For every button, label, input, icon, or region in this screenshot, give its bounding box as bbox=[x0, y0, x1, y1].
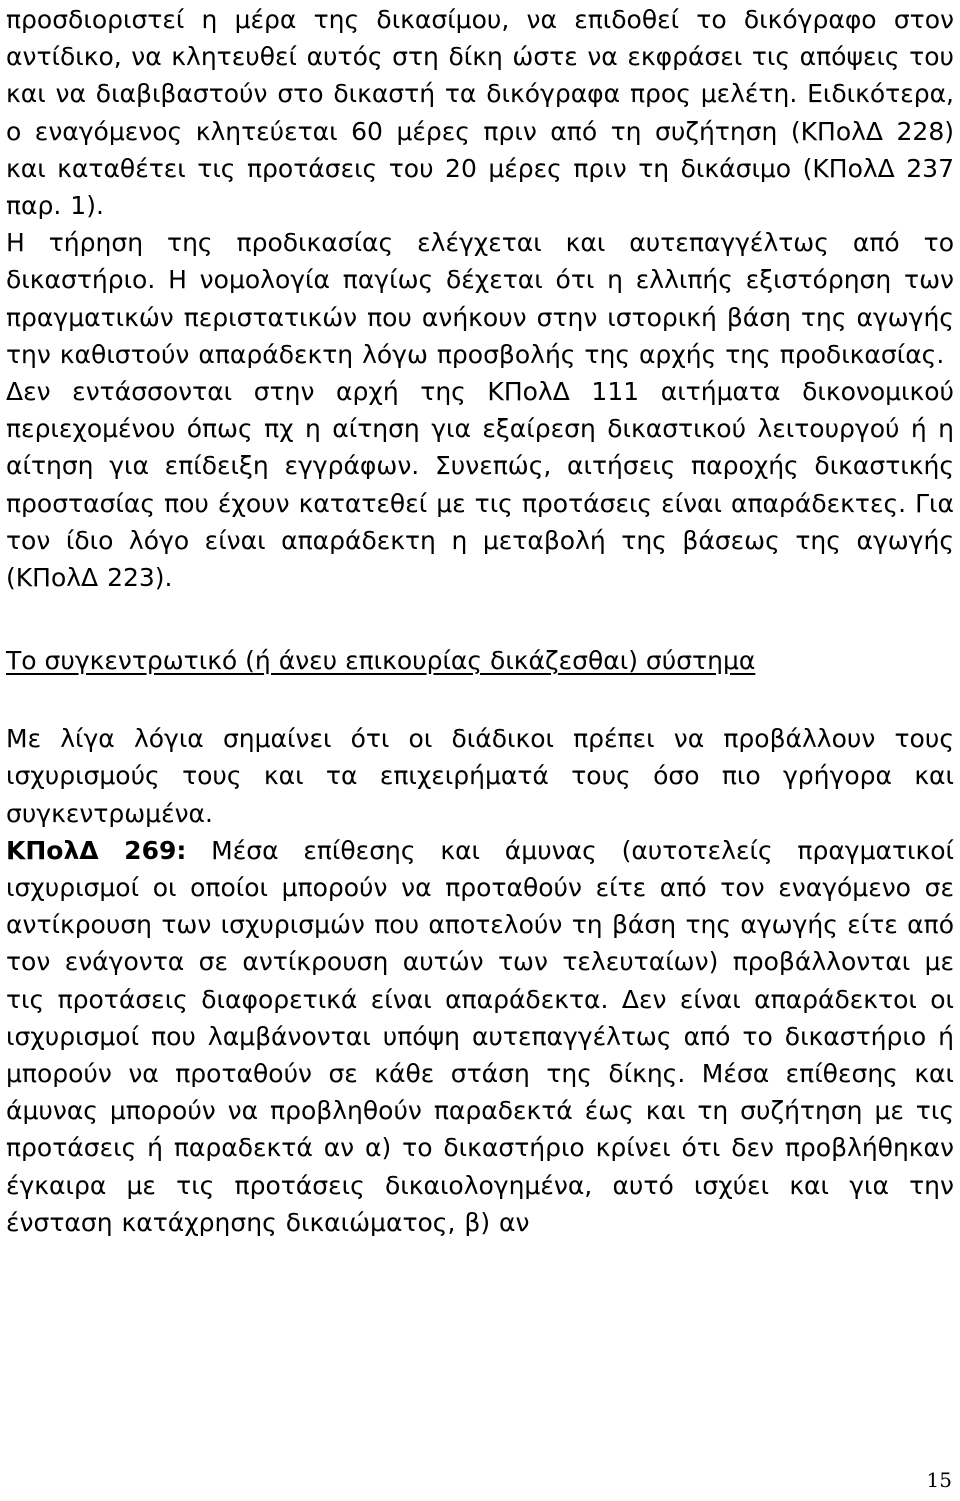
section-heading: Το συγκεντρωτικό (ή άνευ επικουρίας δικάζεσθαι) σύστημα bbox=[6, 646, 756, 676]
paragraph-prodikasia-control: Η τήρηση της προδικασίας ελέγχεται και αυτεπαγγέλτως από το δικαστήριο. Η νομολογία παγίως δέχεται ότι η ελλιπής εξιστόρηση των πραγματικών περιστατικών που ανήκουν στην ιστορική βάση της αγωγής την καθιστούν απαράδεκτη λόγω προσβολής της αρχής της προδικασίας. bbox=[6, 228, 954, 369]
article-label: ΚΠολΔ 269: bbox=[6, 835, 187, 865]
paragraph-definition: Με λίγα λόγια σημαίνει ότι οι διάδικοι πρέπει να προβάλλουν τους ισχυρισμούς τους και τα επιχειρήματά τους όσο πιο γρήγορα και συγκεντρωμένα. bbox=[6, 724, 954, 828]
paragraph-prodikasia-intro: προσδιοριστεί η μέρα της δικασίμου, να επιδοθεί το δικόγραφο στον αντίδικο, να κλητευθεί αυτός στη δίκη ώστε να εκφράσει τις απόψεις του και να διαβιβαστούν στο δικαστή τα δικόγραφα προς μελέτη. Ειδικότερα, ο εναγόμενος κλητεύεται 60 μέρες πριν από τη συζήτηση (ΚΠολΔ 228) και καταθέτει τις προτάσεις του 20 μέρες πριν τη δικάσιμο (ΚΠολΔ 237 παρ. 1). bbox=[6, 5, 954, 221]
document-page bbox=[6, 0, 954, 1241]
article-text: Μέσα επίθεσης και άμυνας (αυτοτελείς πραγματικοί ισχυρισμοί οι οποίοι μπορούν να προταθούν είτε από τον εναγόμενο σε αντίκρουση των ισχυρισμών που αποτελούν τη βάση της αγωγής είτε από τον ενάγοντα σε αντίκρουση αυτών των τελευταίων) προβάλλονται με τις προτάσεις διαφορετικά είναι απαράδεκτα. Δεν είναι απαράδεκτοι οι ισχυρισμοί που λαμβάνονται υπόψη αυτεπαγγέλτως από το δικαστήριο ή μπορούν να προταθούν σε κάθε στάση της δίκης. Μέσα επίθεσης και άμυνας μπορούν να προβληθούν παραδεκτά έως και τη συζήτηση με τις προτάσεις ή παραδεκτά αν α) το δικαστήριο κρίνει ότι δεν προβλήθηκαν έγκαιρα με τις προτάσεις δικαιολογημένα, αυτό ισχύει και για την ένσταση κατάχρησης δικαιώματος, β) αν bbox=[6, 835, 954, 1237]
paragraph-kpold-269 bbox=[6, 832, 954, 1241]
page-number: 15 bbox=[926, 1468, 952, 1492]
paragraph-kpold-111: Δεν εντάσσονται στην αρχή της ΚΠολΔ 111 αιτήματα δικονομικού περιεχομένου όπως πχ η αίτηση για εξαίρεση δικαστικού λειτουργού ή η αίτηση για επίδειξη εγγράφων. Συνεπώς, αιτήσεις παροχής δικαστικής προστασίας που έχουν κατατεθεί με τις προτάσεις είναι απαράδεκτες. Για τον ίδιο λόγο είναι απαράδεκτη η μεταβολή της βάσεως της αγωγής (ΚΠολΔ 223). bbox=[6, 377, 954, 593]
